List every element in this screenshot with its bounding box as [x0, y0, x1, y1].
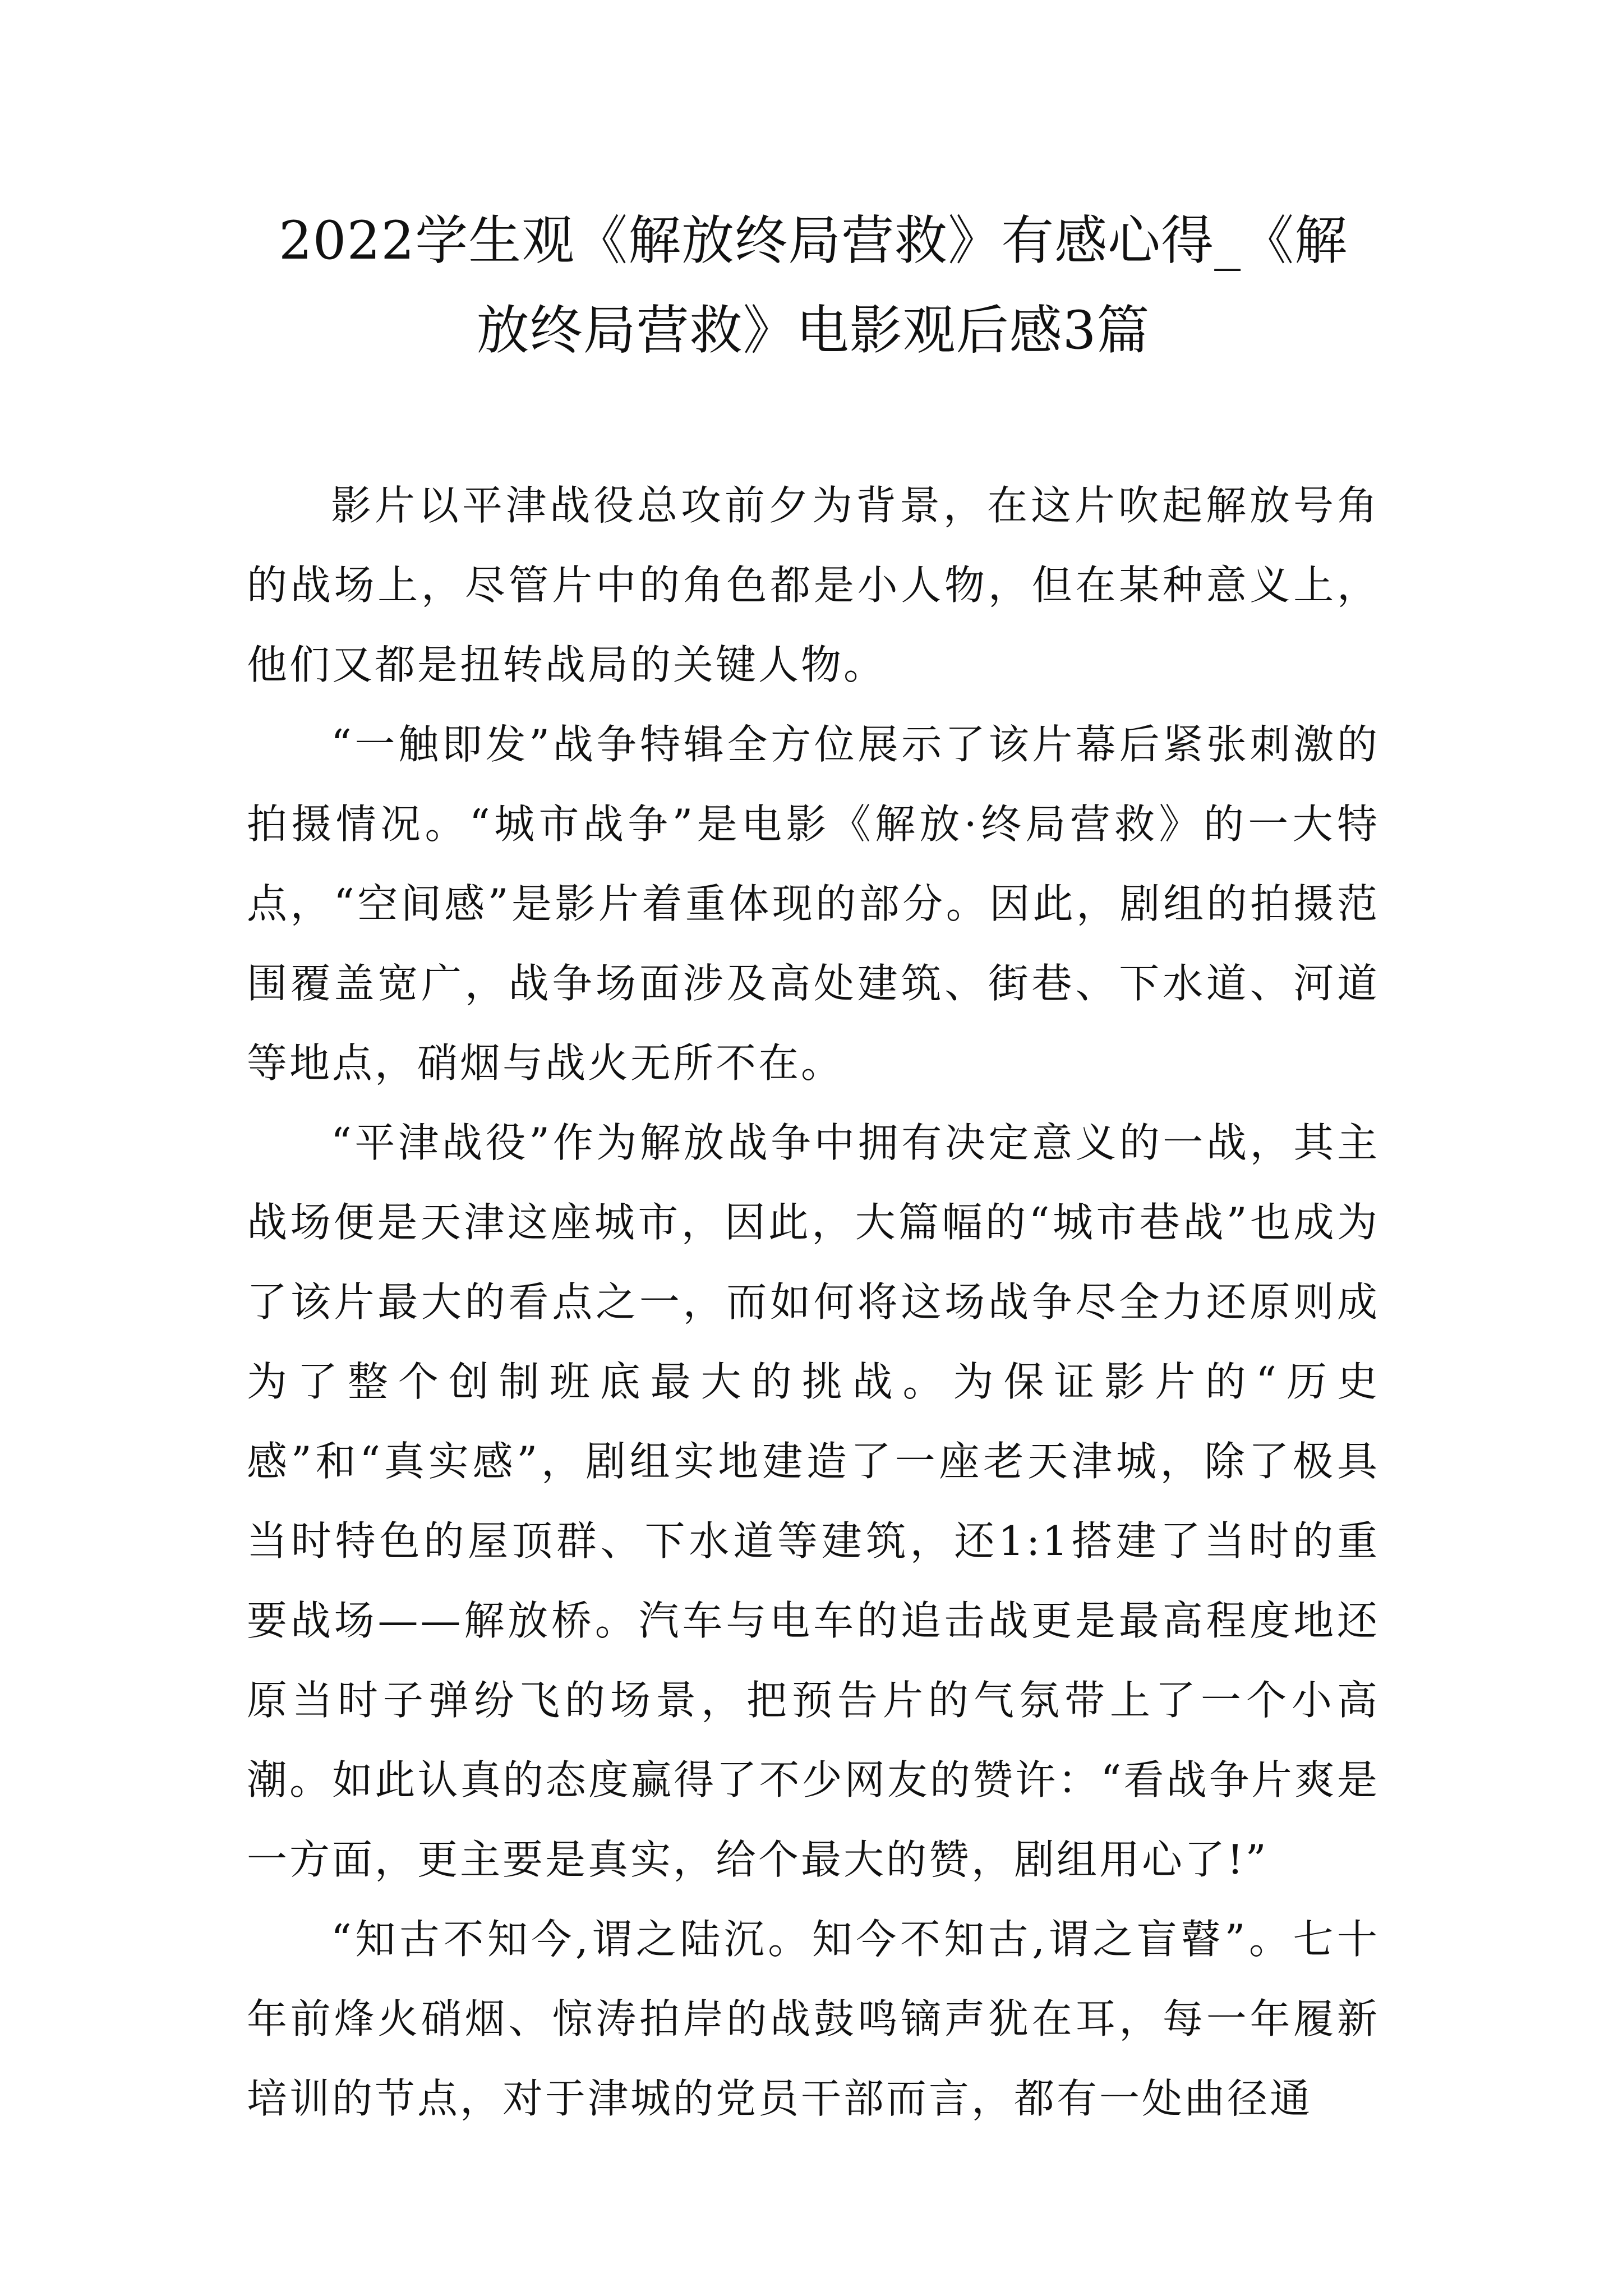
document-title: [236, 196, 1391, 376]
title-line-1: 2022学生观《解放终局营救》有感心得_《解: [278, 210, 1348, 272]
paragraph-1: 影片以平津战役总攻前夕为背景，在这片吹起解放号角的战场上，尽管片中的角色都是小人物，但在某种意义上，他们又都是扭转战局的关键人物。: [247, 482, 1380, 688]
title-line-2: 放终局营救》电影观后感3篇: [476, 300, 1150, 361]
paragraph-3: “平津战役”作为解放战争中拥有决定意义的一战，其主战场便是天津这座城市，因此，大篇幅的“城市巷战”也成为了该片最大的看点之一，而如何将这场战争尽全力还原则成为了整个创制班底最大的挑战。为保证影片的“历史感”和“真实感”，剧组实地建造了一座老天津城，除了极具当时特色的屋顶群、下水道等建筑，还1:1搭建了当时的重要战场——解放桥。汽车与电车的追击战更是最高程度地还原当时子弹纷飞的场景，把预告片的气氛带上了一个小高潮。如此认真的态度赢得了不少网友的赞许：“看战争片爽是一方面，更主要是真实，给个最大的赞，剧组用心了!”: [247, 1119, 1380, 1883]
paragraph-2: “一触即发”战争特辑全方位展示了该片幕后紧张刺激的拍摄情况。“城市战争”是电影《解放·终局营救》的一大特点，“空间感”是影片着重体现的部分。因此，剧组的拍摄范围覆盖宽广，战争场面涉及高处建筑、街巷、下水道、河道等地点，硝烟与战火无所不在。: [247, 721, 1380, 1087]
paragraph-4: “知古不知今,谓之陆沉。知今不知古,谓之盲瞽”。七十年前烽火硝烟、惊涛拍岸的战鼓鸣镝声犹在耳，每一年履新培训的节点，对于津城的党员干部而言，都有一处曲径通: [247, 1916, 1380, 2122]
document-body: [247, 466, 1380, 2138]
